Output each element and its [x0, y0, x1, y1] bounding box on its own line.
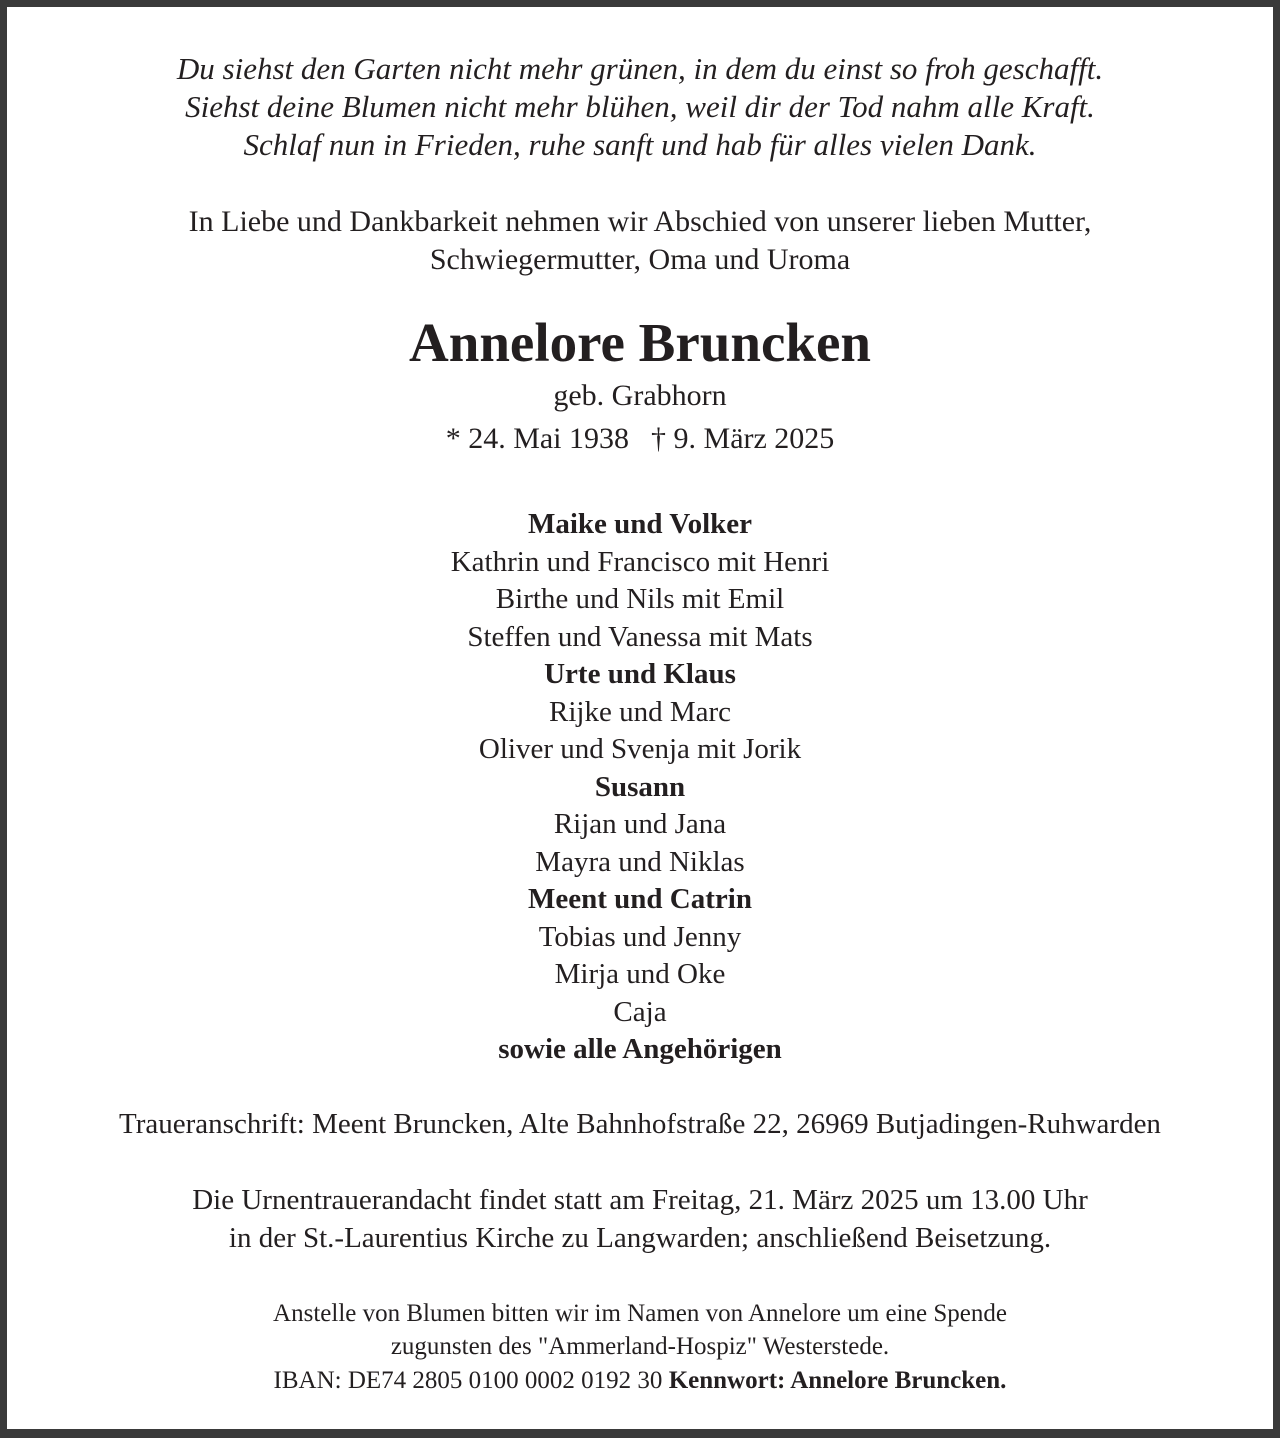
family-line: Oliver und Svenja mit Jorik [478, 733, 802, 765]
family-line: Mayra und Niklas [535, 846, 745, 878]
family-line: Rijan und Jana [553, 808, 727, 840]
poem-line-1: Du siehst den Garten nicht mehr grünen, in dem du einst so froh geschafft. [176, 51, 1104, 86]
poem-line-2: Siehst deine Blumen nicht mehr blühen, weil dir der Tod nahm alle Kraft. [185, 89, 1095, 124]
deceased-name: Annelore Bruncken [409, 312, 871, 373]
donation-line-2: zugunsten des "Ammerland-Hospiz" Westerstede. [390, 1333, 890, 1360]
family-line: Steffen und Vanessa mit Mats [467, 621, 813, 653]
iban: IBAN: DE74 2805 0100 0002 0192 30 [273, 1367, 663, 1394]
death-date: † 9. März 2025 [651, 422, 835, 455]
birth-date: * 24. Mai 1938 [445, 422, 630, 455]
service-line-2: in der St.-Laurentius Kirche zu Langwarden; anschließend Beisetzung. [228, 1222, 1052, 1254]
family-line: Mirja und Oke [554, 958, 726, 990]
intro-line-1: In Liebe und Dankbarkeit nehmen wir Abschied von unserer lieben Mutter, [188, 205, 1092, 238]
family-line: Caja [613, 996, 667, 1028]
life-dates [7, 422, 1273, 456]
family-line: Birthe und Nils mit Emil [495, 583, 785, 615]
poem-line-3: Schlaf nun in Frieden, ruhe sanft und hab für alles vielen Dank. [243, 127, 1037, 162]
family-line: Urte und Klaus [544, 658, 736, 690]
service-line-1: Die Urnentrauerandacht findet statt am Freitag, 21. März 2025 um 13.00 Uhr [192, 1184, 1088, 1216]
family-line: Kathrin und Francisco mit Henri [450, 546, 830, 578]
family-line: Meent und Catrin [528, 883, 752, 915]
donation-line-3 [7, 1367, 1273, 1395]
intro-line-2: Schwiegermutter, Oma und Uroma [429, 243, 851, 276]
family-line: Rijke und Marc [548, 696, 731, 728]
family-line: sowie alle Angehörigen [498, 1033, 782, 1065]
donation-line-1: Anstelle von Blumen bitten wir im Namen von Annelore um eine Spende [273, 1300, 1007, 1327]
family-line: Susann [594, 771, 686, 803]
family-line: Tobias und Jenny [538, 921, 742, 953]
family-line: Maike und Volker [528, 508, 752, 540]
mourning-address: Traueranschrift: Meent Bruncken, Alte Bahnhofstraße 22, 26969 Butjadingen-Ruhwarden [119, 1108, 1161, 1140]
donation-keyword: Kennwort: Annelore Bruncken. [668, 1367, 1007, 1394]
maiden-name: geb. Grabhorn [553, 379, 727, 412]
